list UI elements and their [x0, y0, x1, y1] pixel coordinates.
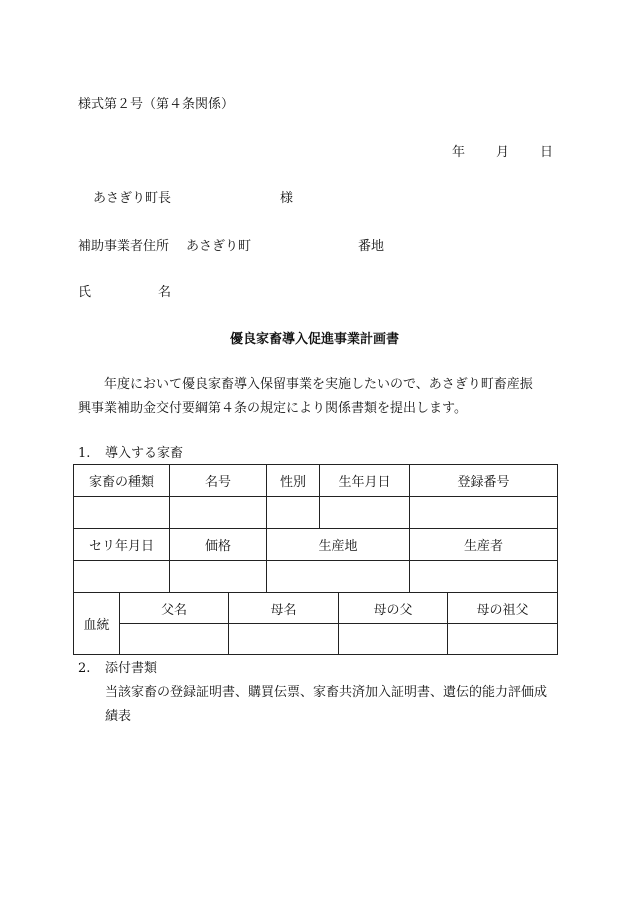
- animal-table: [73, 464, 558, 593]
- header-dams-grandsire: 母の祖父: [448, 593, 558, 624]
- date-year: 年: [452, 145, 466, 160]
- header-auction-date: セリ年月日: [74, 529, 170, 561]
- applicant-name-label-1: 氏: [78, 285, 92, 300]
- table-row: [74, 465, 558, 497]
- document-title: 優良家畜導入促進事業計画書: [230, 332, 400, 347]
- input-dam-name[interactable]: [229, 624, 339, 655]
- lineage-table: [73, 592, 558, 655]
- input-dams-sire[interactable]: [339, 624, 448, 655]
- section2-line-1: 当該家畜の登録証明書、購買伝票、家畜共済加入証明書、遺伝的能力評価成: [105, 685, 548, 700]
- header-sire-name: 父名: [120, 593, 229, 624]
- header-dam-name: 母名: [229, 593, 339, 624]
- input-registration-number[interactable]: [410, 497, 558, 529]
- header-dams-sire: 母の父: [339, 593, 448, 624]
- applicant-address-value: あさぎり町: [186, 239, 252, 254]
- table-row: [74, 561, 558, 593]
- input-sex[interactable]: [267, 497, 320, 529]
- table-row: [74, 624, 558, 655]
- applicant-name-label-2: 名: [158, 285, 172, 300]
- section2-line-2: 績表: [105, 709, 132, 724]
- body-line-1: 年度において優良家畜導入保留事業を実施したいので、あさぎり町畜産振: [104, 377, 533, 392]
- date-day: 日: [540, 145, 554, 160]
- date-month: 月: [496, 145, 510, 160]
- input-production-place[interactable]: [267, 561, 410, 593]
- section1-title: 導入する家畜: [105, 446, 184, 461]
- section1-number: 1.: [78, 446, 91, 461]
- input-dams-grandsire[interactable]: [448, 624, 558, 655]
- applicant-address-label: 補助事業者住所: [78, 239, 170, 254]
- applicant-banchi: 番地: [358, 239, 385, 254]
- input-producer[interactable]: [410, 561, 558, 593]
- form-label: 様式第２号（第４条関係）: [78, 97, 235, 112]
- table-row: [74, 593, 558, 624]
- table-row: [74, 529, 558, 561]
- header-production-place: 生産地: [267, 529, 410, 561]
- body-line-2: 興事業補助金交付要綱第４条の規定により関係書類を提出します。: [78, 401, 467, 416]
- input-price[interactable]: [170, 561, 267, 593]
- header-animal-name: 名号: [170, 465, 267, 497]
- header-price: 価格: [170, 529, 267, 561]
- header-sex: 性別: [267, 465, 320, 497]
- header-animal-type: 家畜の種類: [74, 465, 170, 497]
- header-birthdate: 生年月日: [320, 465, 410, 497]
- section2-title: 添付書類: [105, 661, 158, 676]
- section2-number: 2.: [78, 661, 91, 676]
- header-producer: 生産者: [410, 529, 558, 561]
- addressee-honorific: 様: [280, 191, 294, 206]
- header-registration-number: 登録番号: [410, 465, 558, 497]
- addressee-name: あさぎり町長: [93, 191, 172, 206]
- input-sire-name[interactable]: [120, 624, 229, 655]
- table-row: [74, 497, 558, 529]
- input-animal-type[interactable]: [74, 497, 170, 529]
- input-auction-date[interactable]: [74, 561, 170, 593]
- input-birthdate[interactable]: [320, 497, 410, 529]
- lineage-label: 血統: [74, 593, 120, 655]
- input-animal-name[interactable]: [170, 497, 267, 529]
